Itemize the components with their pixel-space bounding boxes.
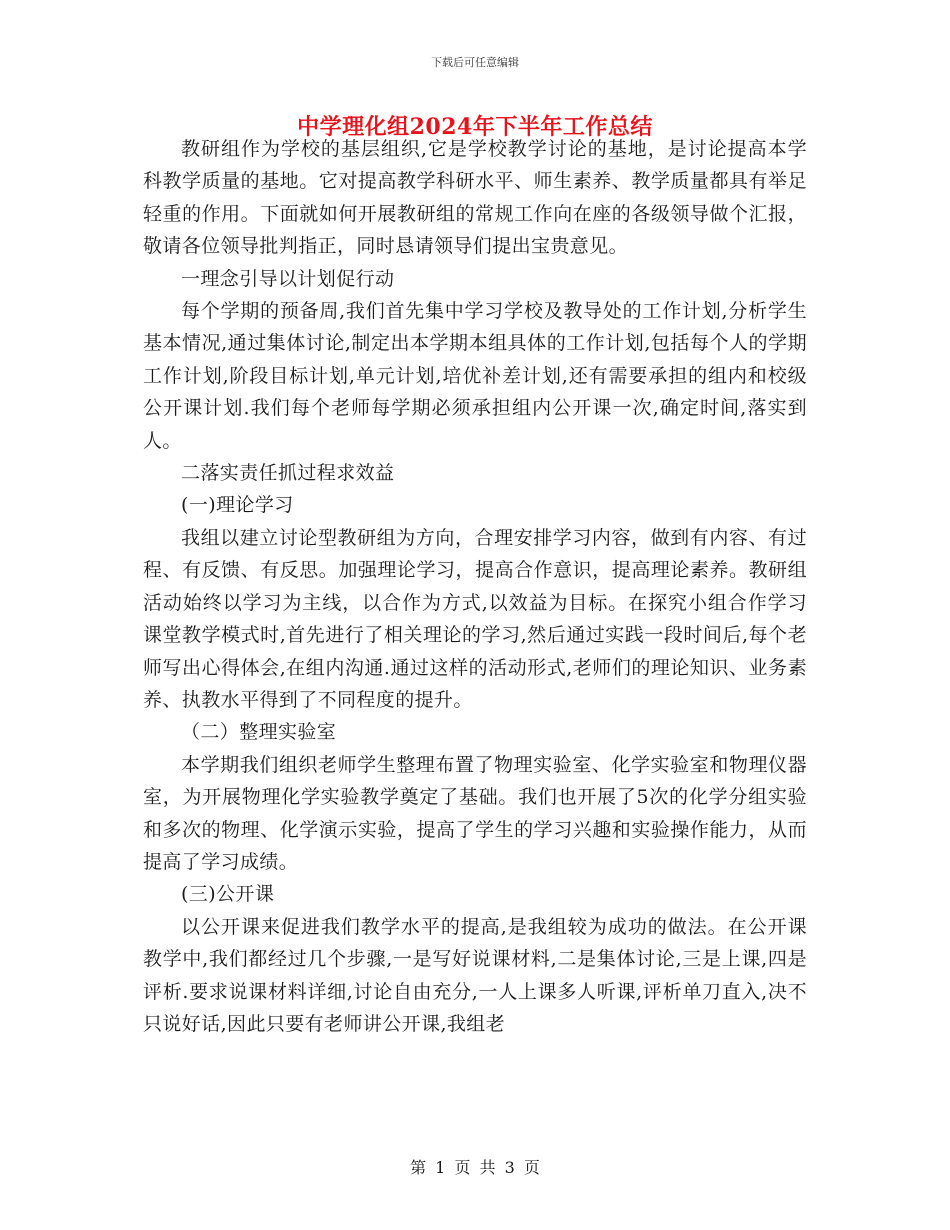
document-title: 中学理化组2024年下半年工作总结	[297, 114, 653, 140]
section-heading-1: 一理念引导以计划促行动	[181, 267, 395, 290]
subsection-heading-lab: （二）整理实验室	[181, 721, 337, 744]
document-body	[143, 133, 807, 1040]
section-heading-2: 二落实责任抓过程求效益	[181, 462, 395, 485]
paragraph-intro: 教研组作为学校的基层组织,它是学校教学讨论的基地，是讨论提高本学科教学质量的基地。它对提高教学科研水平、师生素养、教学质量都具有举足轻重的作用。下面就如何开展教研组的常规工作向在座的各级领导做个汇报，敬请各位领导批判指正，同时恳请领导们提出宝贵意见。	[143, 138, 807, 258]
paragraph-lab: 本学期我们组织老师学生整理布置了物理实验室、化学实验室和物理仪器室，为开展物理化学实验教学奠定了基础。我们也开展了5次的化学分组实验和多次的物理、化学演示实验，提高了学生的学习兴趣和实验操作能力，从而提高了学习成绩。	[143, 753, 807, 873]
paragraph-open-class: 以公开课来促进我们教学水平的提高,是我组较为成功的做法。在公开课教学中,我们都经过几个步骤,一是写好说课材料,二是集体讨论,三是上课,四是评析.要求说课材料详细,讨论自由充分,一人上课多人听课,评析单刀直入,决不只说好话,因此只要有老师讲公开课,我组老	[143, 915, 807, 1035]
header-note: 下载后可任意编辑	[431, 56, 519, 69]
paragraph-theory: 我组以建立讨论型教研组为方向，合理安排学习内容，做到有内容、有过程、有反馈、有反思。加强理论学习，提高合作意识，提高理论素养。教研组活动始终以学习为主线，以合作为方式,以效益为目标。在探究小组合作学习课堂教学模式时,首先进行了相关理论的学习,然后通过实践一段时间后,每个老师写出心得体会,在组内沟通.通过这样的活动形式,老师们的理论知识、业务素养、执教水平得到了不同程度的提升。	[143, 526, 807, 711]
page-footer: 第 1 页 共 3 页	[410, 1158, 540, 1177]
paragraph-planning: 每个学期的预备周,我们首先集中学习学校及教导处的工作计划,分析学生基本情况,通过集体讨论,制定出本学期本组具体的工作计划,包括每个人的学期工作计划,阶段目标计划,单元计划,培优补差计划,还有需要承担的组内和校级公开课计划.我们每个老师每学期必须承担组内公开课一次,确定时间,落实到人。	[143, 300, 807, 452]
subsection-heading-theory: (一)理论学习	[181, 494, 294, 517]
subsection-heading-open-class: (三)公开课	[181, 883, 275, 906]
